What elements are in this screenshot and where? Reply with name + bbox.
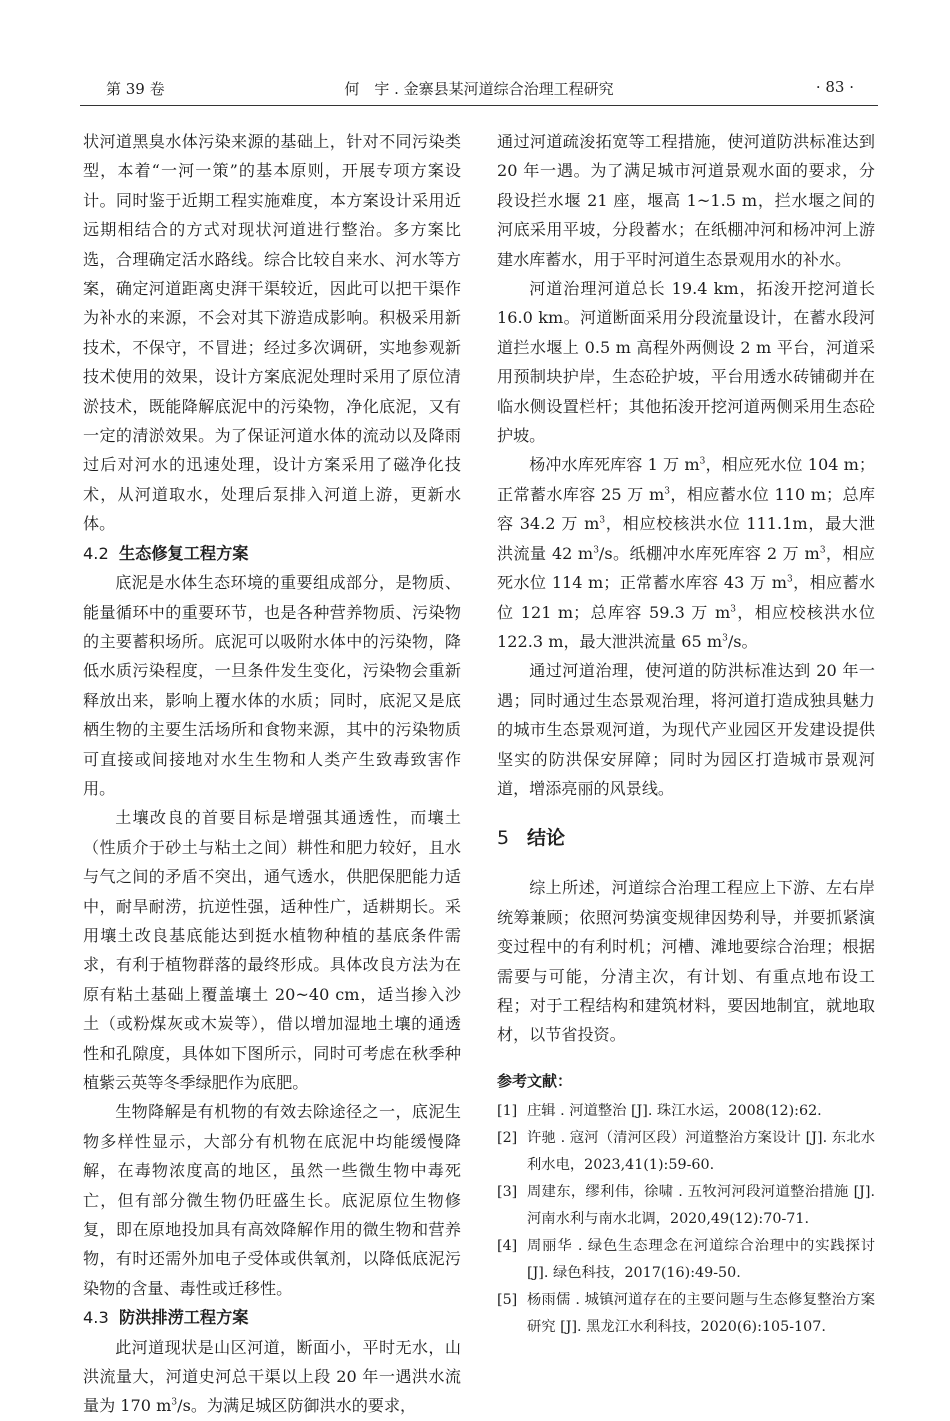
superscript: 3 [699,457,706,468]
section-heading-4-3 [83,1303,461,1332]
reference-item [497,1287,875,1341]
reference-text: 庄辑 . 河道整治 [J]. 珠江水运，2008(12):62. [527,1102,822,1119]
reference-item [497,1233,875,1287]
section-number: 4.2 [83,543,109,563]
paragraph-soil-improvement: 土壤改良的首要目标是增强其通透性，而壤土（性质介于砂土与粘土之间）耕性和肥力较好，且水与气之间的矛盾不突出，通气透水，供肥保肥能力适中，耐旱耐涝，抗逆性强，适种性广，适耕期长。采用壤土改良基底能达到挺水植物种植的基底条件需求，有利于植物群落的最终形成。具体改良方法为在原有粘土基础上覆盖壤土 20~40 cm，适当掺入沙土（或粉煤灰或木炭等），借以增加湿地土壤的通透性和孔隙度，具体如下图所示，同时可考虑在秋季种植紫云英等冬季绿肥作为底肥。 [83,808,461,1092]
running-title: 何 宇 . 金寨县某河道综合治理工程研究 [344,80,614,98]
superscript: 3 [730,604,737,615]
paragraph-flood-control [83,1333,461,1421]
superscript: 3 [171,1398,178,1409]
reference-text: 周丽华 . 绿色生态理念在河道综合治理中的实践探讨 [J]. 绿色科技，2017(16):49-50. [527,1237,875,1281]
reference-text: 杨雨儒 . 城镇河道存在的主要问题与生态修复整治方案研究 [J]. 黑龙江水利科技，2020(6):105-107. [527,1291,875,1335]
section-number: 4.3 [83,1308,109,1328]
text-run: ，相应校核洪水位 111.1m，最大泄洪流量 42 m [497,514,875,563]
text-run: 此河道现状是山区河道，断面小，平时无水，山洪流量大，河道史河总干渠以上段 20 年一遇洪水流量为 170 m [83,1337,461,1416]
text-run: /s。为满足城区防御洪水的要求， [177,1396,417,1416]
right-column [497,127,875,1341]
text-run: /s。 [727,631,758,651]
reference-item [497,1098,875,1125]
reference-number: [1] [497,1102,518,1119]
superscript: 3 [787,574,793,585]
running-header [80,68,878,108]
reference-number: [4] [497,1237,518,1254]
volume-label: 第 39 卷 [106,80,165,98]
section-heading-5 [497,823,875,853]
superscript: 3 [722,633,728,644]
reference-item [497,1125,875,1179]
reference-text: 许驰 . 寇河（清河区段）河道整治方案设计 [J]. 东北水利水电，2023,41(1):59-60. [527,1129,875,1173]
paragraph-flood-continued: 通过河道疏浚拓宽等工程措施，使河道防洪标准达到 20 年一遇。为了满足城市河道景观水面的要求，分段设拦水堰 21 座，堰高 1~1.5 m，拦水堰之间的河底采用平坡，分段蓄水；在纸棚冲河和杨冲河上游建水库蓄水，用于平时河道生态景观用水的补水。 [497,132,875,269]
section-number: 5 [497,827,510,850]
reference-list [497,1098,875,1341]
section-title: 结论 [527,827,566,850]
paragraph-outcome: 通过河道治理，使河道的防洪标准达到 20 年一遇；同时通过生态景观治理，将河道打造成独具魅力的城市生态景观河道，为现代产业园区开发建设提供坚实的防洪保安屏障；同时为园区打造城市景观河道，增添亮丽的风景线。 [497,661,875,798]
header-rule [80,105,878,106]
superscript: 3 [664,486,671,497]
reference-item [497,1179,875,1233]
text-run: 杨冲水库死库容 1 万 m [529,455,700,475]
superscript: 3 [593,545,599,556]
text-run: ，相应蓄水位 110 m；总库容 34.2 万 m [497,484,875,534]
reference-number: [3] [497,1183,518,1200]
section-heading-4-2 [83,539,461,568]
section-title: 防洪排涝工程方案 [119,1308,249,1328]
references-heading: 参考文献： [497,1071,573,1090]
paragraph-reservoirs [497,450,875,656]
text-run: ，相应蓄水位 121 m；总库容 59.3 万 m [497,573,876,622]
reference-number: [2] [497,1129,518,1146]
superscript: 3 [819,545,826,556]
section-title: 生态修复工程方案 [119,543,249,563]
reference-text: 周建东，缪利伟，徐啸 . 五牧河河段河道整治措施 [J]. 河南水利与南水北调，2020,49(12):70-71. [527,1183,875,1227]
paragraph-sediment: 底泥是水体生态环境的重要组成部分，是物质、能量循环中的重要环节，也是各种营养物质、污染物的主要蓄积场所。底泥可以吸附水体中的污染物，降低水质污染程度，一旦条件发生变化，污染物会重新释放出来，影响上覆水体的水质；同时，底泥又是底栖生物的主要生活场所和食物来源，其中的污染物质可直接或间接地对水生生物和人类产生致毒致害作用。 [83,573,461,798]
paragraph-intro-continued: 状河道黑臭水体污染来源的基础上，针对不同污染类型，本着“一河一策”的基本原则，开展专项方案设计。同时鉴于近期工程实施难度，本方案设计采用近远期相结合的方式对现状河道进行整治。多方案比选，合理确定活水路线。综合比较自来水、河水等方案，确定河道距离史湃干渠较近，因此可以把干渠作为补水的来源，不会对其下游造成影响。积极采用新技术，不保守，不冒进；经过多次调研，实地参观新技术使用的效果，设计方案底泥处理时采用了原位清淤技术，既能降解底泥中的污染物，净化底泥，又有一定的清淤效果。为了保证河道水体的流动以及降雨过后对河水的迅速处理，设计方案采用了磁净化技术，从河道取水，处理后泵排入河道上游，更新水体。 [83,132,461,534]
text-run: /s。纸棚冲水库死库容 2 万 m [598,543,820,563]
superscript: 3 [599,515,606,526]
left-column [83,127,461,1421]
text-run: ，相应死水位 104 m；正常蓄水库容 25 万 m [497,455,875,504]
page-number: · 83 · [815,78,854,96]
paragraph-conclusion: 综上所述，河道综合治理工程应上下游、左右岸统筹兼顾；依照河势演变规律因势利导，并要抓紧演变过程中的有利时机；河槽、滩地要综合治理；根据需要与可能，分清主次，有计划、有重点地布设工程；对于工程结构和建筑材料，要因地制宜，就地取材，以节省投资。 [497,878,875,1045]
paragraph-biodegradation: 生物降解是有机物的有效去除途径之一，底泥生物多样性显示，大部分有机物在底泥中均能缓慢降解，在毒物浓度高的地区，虽然一些微生物中毒死亡，但有部分微生物仍旺盛生长。底泥原位生物修复，即在原地投加具有高效降解作用的微生物和营养物，有时还需外加电子受体或供氧剂，以降低底泥污染物的含量、毒性或迁移性。 [83,1102,461,1298]
text-run: ，相应死水位 114 m；正常蓄水库容 43 万 m [497,543,875,593]
reference-number: [5] [497,1291,518,1308]
text-run: ，相应校核洪水位 122.3 m，最大泄洪流量 65 m [497,602,875,651]
paragraph-river-length: 河道治理河道总长 19.4 km，拓浚开挖河道长 16.0 km。河道断面采用分段流量设计，在蓄水段河道拦水堰上 0.5 m 高程外两侧设 2 m 平台，河道采用预制块护岸，生态砼护坡，平台用透水砖铺砌并在临水侧设置栏杆；其他拓浚开挖河道两侧采用生态砼护坡。 [497,279,875,446]
